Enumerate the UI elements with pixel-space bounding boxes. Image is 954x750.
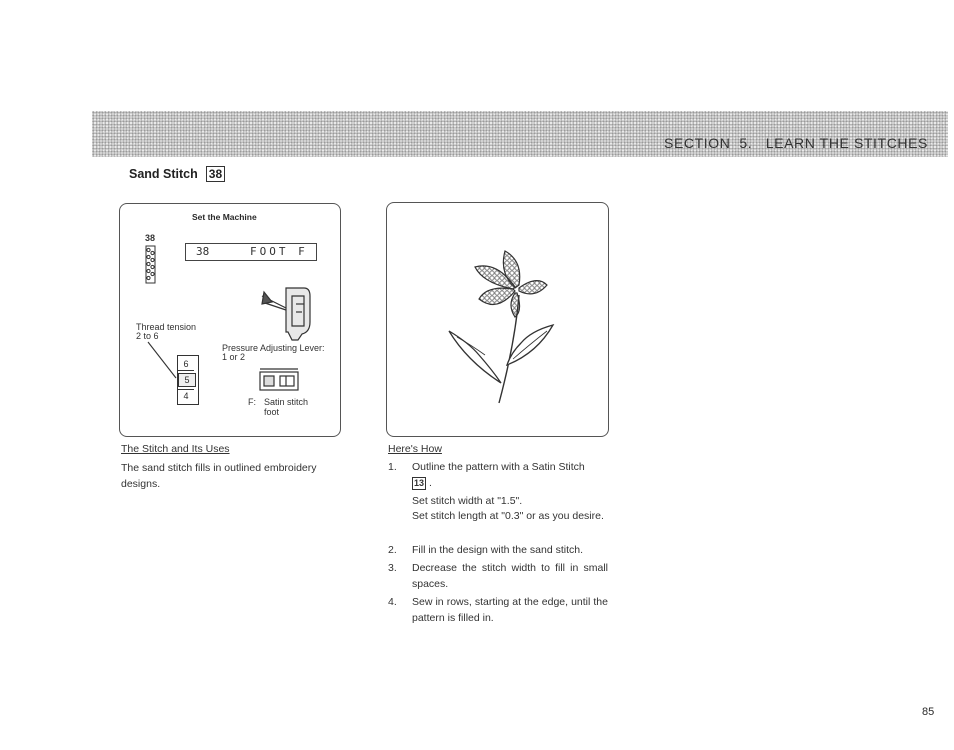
step-number: 3.	[388, 562, 397, 574]
section-title-text: Sand Stitch	[129, 167, 198, 181]
step-number: 1.	[388, 461, 397, 473]
flower-embroidery-illustration	[427, 233, 567, 413]
step-text: Fill in the design with the sand stitch.	[412, 544, 584, 556]
pressure-lever-value: 1 or 2	[222, 352, 246, 362]
sand-stitch-pattern-icon	[145, 245, 157, 285]
thread-tension-label: Thread tension	[136, 322, 197, 332]
pressure-lever-label: Pressure Adjusting Lever:	[222, 343, 325, 353]
foot-letter: F:	[248, 397, 256, 407]
step-text: Sew in rows, starting at the edge, until the pattern is filled in.	[412, 596, 608, 624]
how-heading: Here's How	[388, 443, 442, 455]
pressure-lever-icon	[258, 282, 320, 344]
thread-tension-value: 2 to 6	[136, 331, 159, 341]
pattern-label: 38	[145, 233, 156, 243]
step-number: 2.	[388, 544, 397, 556]
tension-dial-number: 5	[178, 373, 196, 387]
pattern-number-badge: 38	[206, 166, 225, 182]
machine-settings-panel	[119, 203, 341, 437]
tension-dial	[177, 355, 199, 405]
step-text: Set stitch width at "1.5".	[412, 495, 523, 507]
step-text: Outline the pattern with a Satin Stitch 13 .	[412, 461, 585, 489]
uses-text: The sand stitch fills in outlined embroidery designs.	[121, 462, 317, 490]
uses-heading: The Stitch and Its Uses	[121, 443, 230, 455]
foot-name-line2: foot	[264, 407, 280, 417]
lcd-pattern-number: 38	[196, 245, 210, 258]
step-text: Decrease the stitch width to fill in small spaces.	[412, 562, 608, 590]
embroidery-design-panel	[386, 202, 609, 437]
page-number: 85	[922, 706, 935, 718]
step-number: 4.	[388, 596, 397, 608]
satin-pattern-badge: 13	[414, 478, 425, 488]
satin-stitch-foot-icon	[258, 366, 302, 394]
set-machine-heading: Set the Machine	[192, 212, 257, 222]
how-steps-list	[388, 459, 610, 629]
tension-dial-number: 6	[178, 358, 194, 371]
section-header-band	[92, 111, 948, 157]
section-title	[129, 166, 225, 182]
step-text: Set stitch length at "0.3" or as you desire.	[412, 510, 604, 522]
tension-dial-number: 4	[178, 389, 194, 402]
lcd-foot-text: FOOT F	[250, 245, 308, 258]
lcd-display	[185, 243, 317, 261]
foot-name-line1: Satin stitch	[264, 397, 309, 407]
section-header-title: SECTION 5. LEARN THE STITCHES	[664, 135, 928, 151]
